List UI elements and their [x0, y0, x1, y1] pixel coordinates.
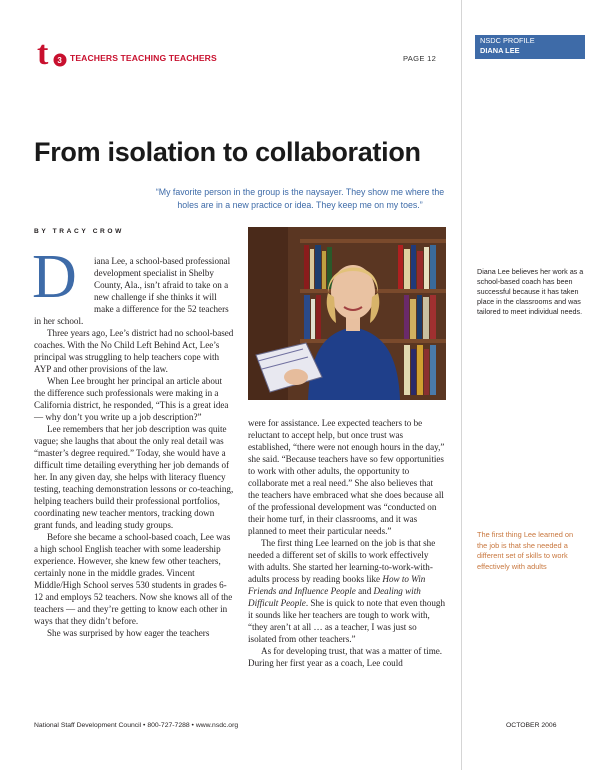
photo-caption: Diana Lee believes her work as a school-based coach has been successful because it has taken place in the classrooms and was tailored to meet individual needs.	[477, 267, 584, 316]
byline: BY TRACY CROW	[34, 228, 124, 235]
lead-paragraph	[34, 255, 235, 327]
paragraph-text: note that even though it sounds like her teachers are tough to work with, “they aren’t at all … as a teacher, I was just so isolated from other teachers.”	[248, 598, 446, 644]
drop-cap-spacer	[34, 255, 94, 315]
lead-paragraph-text: iana Lee, a school-based professional development specialist in Shelby County, Ala., isn’t afraid to take on a new challenge if she thinks it will make a difference for the 52 teachers in her school.	[34, 256, 231, 326]
drop-cap: D	[32, 243, 77, 311]
book-title: How to Win Friends and Influence People	[248, 574, 426, 596]
svg-text:3: 3	[57, 56, 62, 65]
diana-lee-photo	[248, 227, 446, 400]
paragraph	[248, 537, 446, 645]
paragraph-text: The first thing Lee learned on the job is that she needed a different set of skills to work effectively with adults. She started her learning-to-work-with-adults process by reading books like	[248, 538, 436, 584]
article-headline: From isolation to collaboration	[34, 137, 421, 167]
profile-badge	[475, 35, 585, 59]
footer-date: OCTOBER 2006	[506, 722, 557, 729]
article-column-1	[34, 255, 235, 639]
paragraph: Lee remembers that her job description was quite vague; she laughs that about the only real detail was “master’s degree required.” Today, she would have a difficult time detailing everything her job demands of her. In any given day, she helps with literacy fluency testing, teaching demonstration lessons or co-teaching, helping teachers build their professional portfolios, coordinating new teacher mentors, tracking down grant funds, and leading study groups.	[34, 424, 234, 530]
article-column-2	[248, 417, 446, 669]
pull-quote: “My favorite person in the group is the naysayer. They show me where the holes are in a new practice or idea. They keep me on my toes.”	[155, 187, 445, 210]
svg-text:t: t	[37, 36, 49, 70]
paragraph-text: . She is quick to	[305, 598, 365, 608]
paragraph: When Lee brought her principal an article about the difference such professionals were making in a California district, he responded, “This is a great idea — why don’t you write up a job description?”	[34, 376, 229, 422]
page-number: PAGE 12	[403, 54, 437, 63]
series-title: TEACHERS TEACHING TEACHERS	[70, 53, 217, 63]
profile-label: NSDC PROFILE	[480, 36, 535, 45]
sidebar-divider	[461, 0, 462, 770]
paragraph: were for assistance. Lee expected teachers to be reluctant to accept help, but once trust was established, “there were not enough hours in the day,” she said. “Because teachers have so few opportunities to work with other adults, the opportunity to collaborate met a real need.” She also believes that the teachers have embraced what she does because all of the professional development was “conducted on their home turf, in their classrooms, and it was planned to meet their particular needs.”	[248, 418, 445, 536]
nsdc-logo-icon	[34, 36, 70, 70]
paragraph: Three years ago, Lee’s district had no school-based coaches. With the No Child Left Behind Act, Lee’s principal was struggling to help teachers cope with AYP and other provisions of the law.	[34, 328, 234, 374]
side-quote: The first thing Lee learned on the job is that she needed a different set of skills to work effectively with adults	[477, 530, 574, 571]
paragraph: She was surprised by how eager the teachers	[47, 628, 210, 638]
paragraph: As for developing trust, that was a matter of time. During her first year as a coach, Lee could	[248, 646, 443, 668]
paragraph-text: and	[358, 586, 372, 596]
footer-contact: National Staff Development Council • 800-727-7288 • www.nsdc.org	[34, 722, 239, 729]
paragraph: Before she became a school-based coach, Lee was a high school English teacher with some leadership experience. However, she knew few other teachers, certainly none in the middle grades. Vincent Middle/High School serves 530 students in grades 6-12 and employs 52 teachers. Now she knows all of the teachers — and they’re getting to know each other in ways that they didn’t before.	[34, 532, 233, 626]
photo-illustration	[248, 227, 446, 400]
book-title: Dealing with Difficult People	[248, 586, 421, 608]
profile-name: DIANA LEE	[480, 46, 520, 55]
